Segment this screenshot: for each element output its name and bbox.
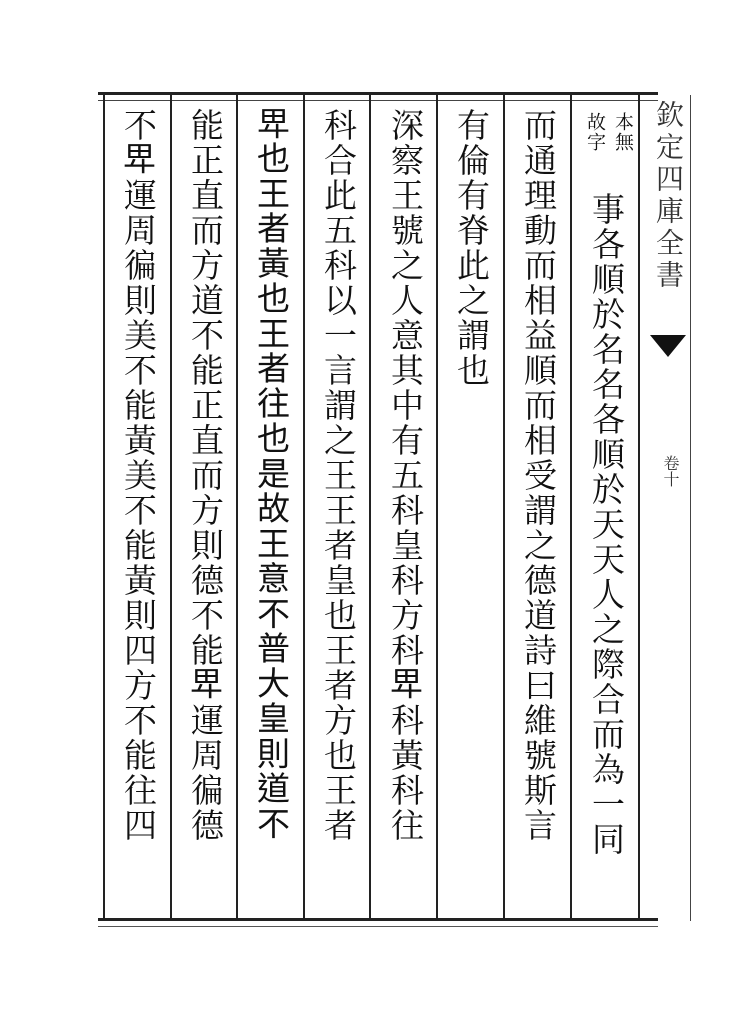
margin-border-line <box>690 95 691 921</box>
column-divider <box>303 95 305 921</box>
text-column-6: 𤰞也王者黃也王者往也是故王意不普大皇則道不 <box>253 108 292 843</box>
column-divider <box>503 95 505 921</box>
annotation-note: 故字 <box>584 112 606 152</box>
text-column-2: 而通理動而相益順而相受謂之德道詩曰維號斯言 <box>519 108 558 843</box>
column-divider <box>236 95 238 921</box>
text-column-8: 不𤰞運周徧則美不能黃美不能黃則四方不能往四 <box>119 108 158 843</box>
fishtail-mark <box>650 335 686 357</box>
text-column-7: 能正直而方道不能正直而方則德不能𤰞運周徧德 <box>186 108 225 843</box>
top-border-rule <box>98 92 658 95</box>
bottom-border-rule-inner <box>98 926 658 927</box>
column-divider <box>638 95 640 921</box>
text-column-4: 深察王號之人意其中有五科皇科方科𤰞科黃科往 <box>386 108 425 843</box>
column-divider <box>369 95 371 921</box>
text-column-1: 事各順於名名各順於天天人之際合而為一同 <box>587 192 626 857</box>
column-divider <box>103 95 105 921</box>
column-divider <box>570 95 572 921</box>
book-title-margin: 欽定四庫全書 <box>652 100 685 292</box>
annotation-note: 本無 <box>612 112 634 152</box>
top-border-rule-inner <box>98 100 658 101</box>
bottom-border-rule <box>98 918 658 921</box>
column-divider <box>170 95 172 921</box>
column-divider <box>436 95 438 921</box>
text-column-5: 科合此五科以一言謂之王王者皇也王者方也王者 <box>319 108 358 843</box>
juan-number: 卷十 <box>661 455 680 487</box>
text-column-3: 有倫有脊此之謂也 <box>452 108 491 388</box>
